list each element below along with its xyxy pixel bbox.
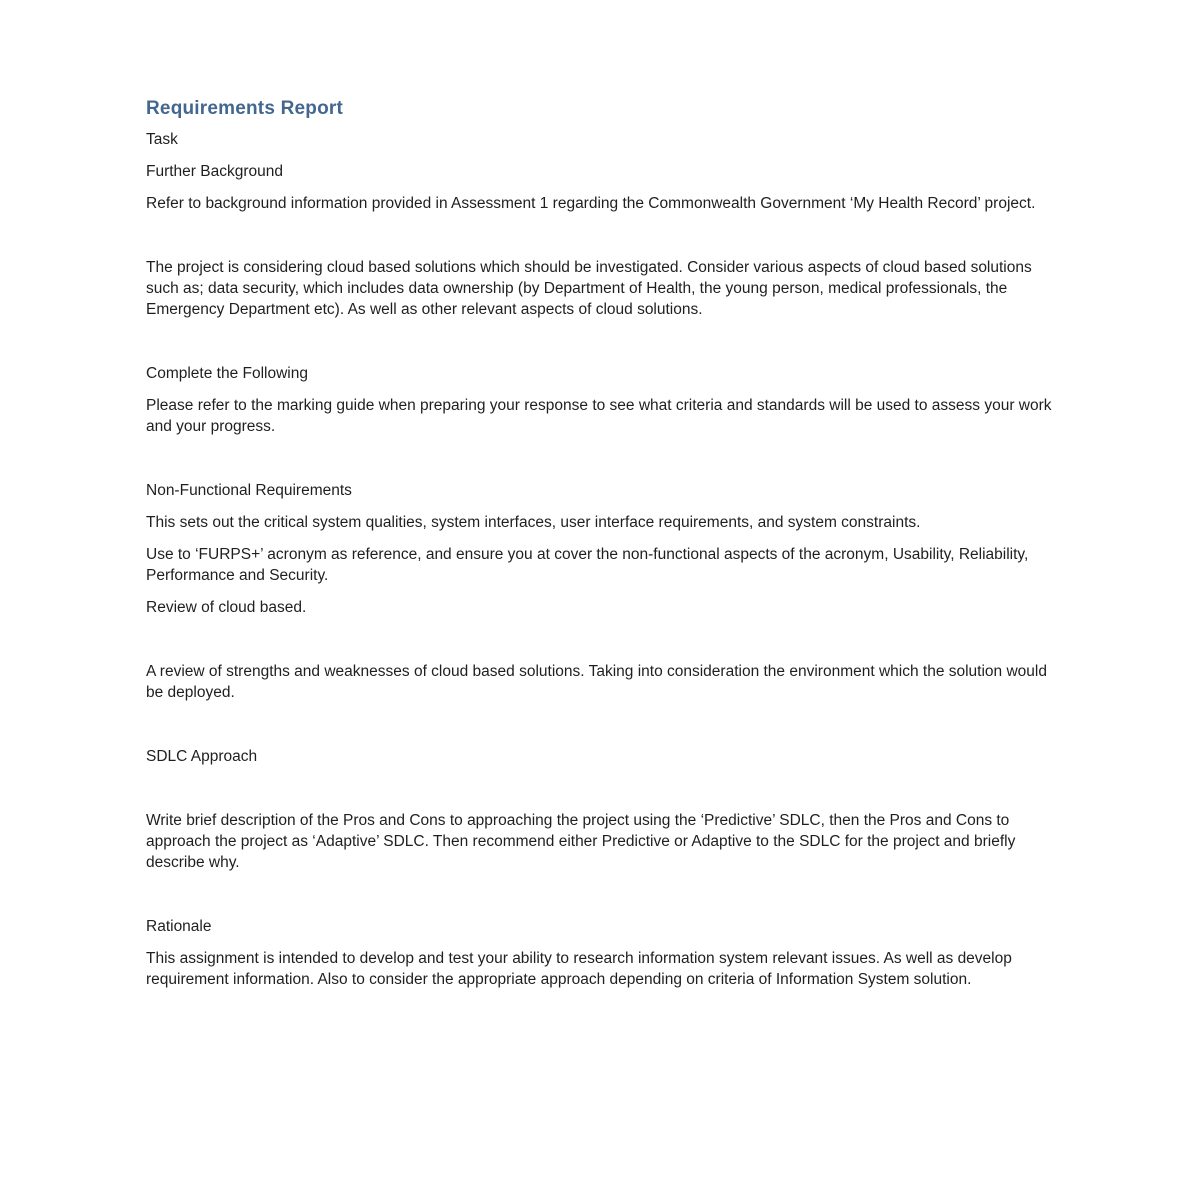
paragraph-sdlc-pros-cons: Write brief description of the Pros and Cons to approaching the project using the ‘Predictive’ SDLC, then the Pros and Cons to approach the project as ‘Adaptive’ SDLC. Then recommend either Predictive or Adaptive to the SDLC for the project and briefly describe why. bbox=[146, 812, 1016, 871]
paragraph-system-qualities: This sets out the critical system qualities, system interfaces, user interface requirements, and system constraints. bbox=[146, 514, 921, 531]
subheading-further-background: Further Background bbox=[146, 163, 283, 180]
blank-line bbox=[146, 225, 1054, 246]
blank-line bbox=[146, 448, 1054, 469]
paragraph-rationale: This assignment is intended to develop and test your ability to research information system relevant issues. As well as develop requirement information. Also to consider the appropriate approach depending on criteria of Information System solution. bbox=[146, 950, 1012, 988]
subheading-task: Task bbox=[146, 131, 178, 148]
paragraph-cloud-solutions: The project is considering cloud based solutions which should be investigated. Consider various aspects of cloud based solutions such as; data security, which includes data ownership (by Department of Health, the young person, medical professionals, the Emergency Department etc). As well as other relevant aspects of cloud solutions. bbox=[146, 259, 1032, 318]
paragraph-refer-background: Refer to background information provided in Assessment 1 regarding the Commonwealth Government ‘My Health Record’ project. bbox=[146, 195, 1036, 212]
paragraph-review-of-cloud-based: Review of cloud based. bbox=[146, 599, 307, 616]
blank-line bbox=[146, 778, 1054, 799]
paragraph-furps-acronym: Use to ‘FURPS+’ acronym as reference, and ensure you at cover the non-functional aspects of the acronym, Usability, Reliability, Performance and Security. bbox=[146, 546, 1029, 584]
paragraph-marking-guide: Please refer to the marking guide when preparing your response to see what criteria and standards will be used to assess your work and your progress. bbox=[146, 397, 1052, 435]
subheading-sdlc-approach: SDLC Approach bbox=[146, 748, 258, 765]
blank-line bbox=[146, 629, 1054, 650]
subheading-non-functional-requirements: Non-Functional Requirements bbox=[146, 482, 352, 499]
subheading-complete-the-following: Complete the Following bbox=[146, 365, 308, 382]
page-title: Requirements Report bbox=[146, 98, 344, 119]
paragraph-strengths-weaknesses: A review of strengths and weaknesses of cloud based solutions. Taking into consideration the environment which the solution would be deployed. bbox=[146, 663, 1047, 701]
blank-line bbox=[146, 714, 1054, 735]
document-body bbox=[146, 129, 1054, 990]
blank-line bbox=[146, 331, 1054, 352]
subheading-rationale: Rationale bbox=[146, 918, 212, 935]
blank-line bbox=[146, 884, 1054, 905]
